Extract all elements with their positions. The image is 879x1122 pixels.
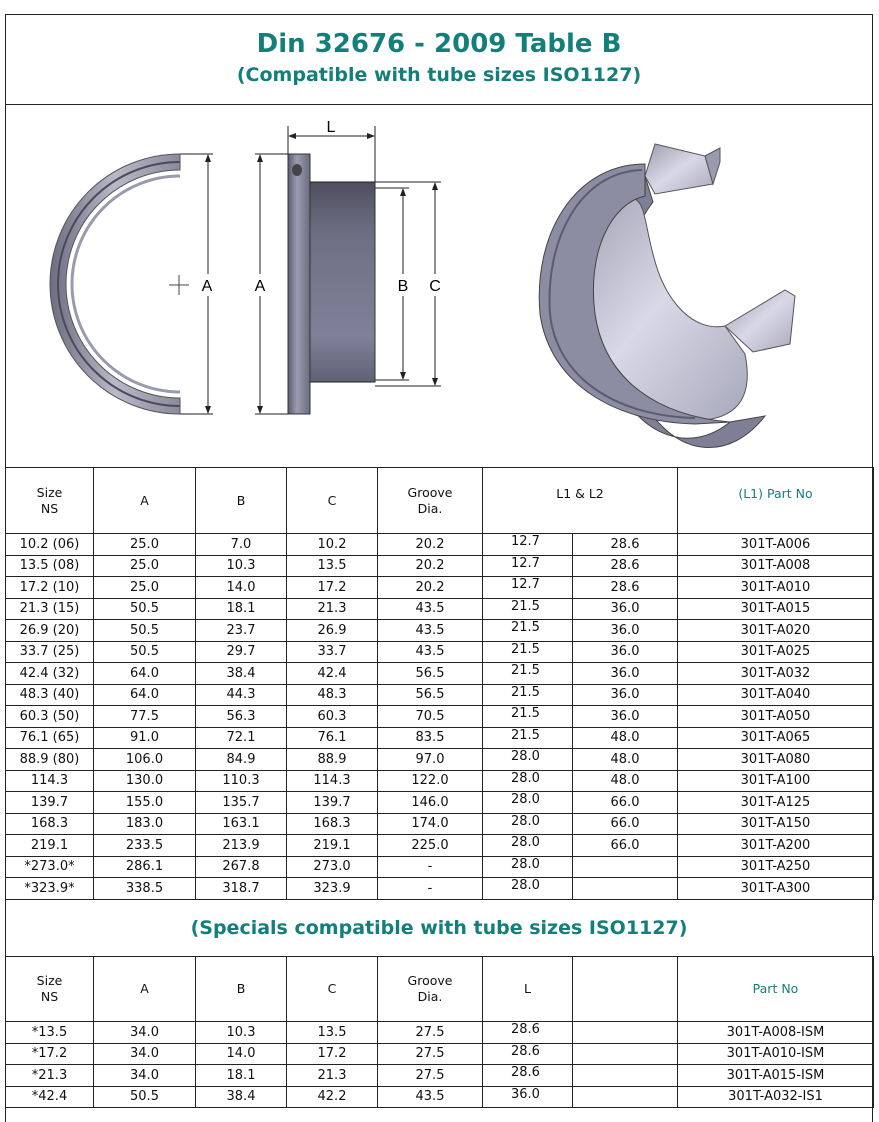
cell-a: 34.0 <box>94 1065 196 1087</box>
cell-size: *13.5 <box>6 1022 94 1044</box>
cell-l2: 36.0 <box>573 706 678 728</box>
cell-part-no: 301T-A010-ISM <box>678 1043 874 1065</box>
cell-c: 17.2 <box>287 577 378 599</box>
cell-a: 50.5 <box>94 620 196 642</box>
dimensions-table <box>5 467 874 900</box>
cell-part-no: 301T-A150 <box>678 813 874 835</box>
cell-groove: 56.5 <box>378 663 483 685</box>
cell-b: 72.1 <box>196 727 287 749</box>
cell-size: 17.2 (10) <box>6 577 94 599</box>
table-header-row <box>6 957 874 1022</box>
cell-l2: 28.6 <box>573 577 678 599</box>
table-row <box>6 1086 874 1108</box>
cell-size: 21.3 (15) <box>6 598 94 620</box>
cell-l2: 66.0 <box>573 792 678 814</box>
page-subtitle: (Compatible with tube sizes ISO1127) <box>236 64 642 86</box>
cell-l2 <box>573 1043 678 1065</box>
cell-l1: 12.7 <box>483 534 573 556</box>
cell-a: 50.5 <box>94 1086 196 1108</box>
cell-size: 76.1 (65) <box>6 727 94 749</box>
cell-groove: 225.0 <box>378 835 483 857</box>
cell-b: 23.7 <box>196 620 287 642</box>
cell-a: 50.5 <box>94 598 196 620</box>
header-size: Size NS <box>6 957 94 1022</box>
cell-c: 273.0 <box>287 856 378 878</box>
cell-c: 33.7 <box>287 641 378 663</box>
cell-c: 114.3 <box>287 770 378 792</box>
cell-l2: 66.0 <box>573 813 678 835</box>
dim-label-b: B <box>397 278 409 295</box>
cell-part-no: 301T-A040 <box>678 684 874 706</box>
dim-label-a-front: A <box>201 278 213 295</box>
dim-label-c: C <box>429 278 441 295</box>
cell-l1: 28.6 <box>483 1022 573 1044</box>
cell-a: 155.0 <box>94 792 196 814</box>
cell-part-no: 301T-A300 <box>678 878 874 900</box>
cell-l1: 36.0 <box>483 1086 573 1108</box>
cell-part-no: 301T-A008 <box>678 555 874 577</box>
cell-size: 60.3 (50) <box>6 706 94 728</box>
cell-part-no: 301T-A015-ISM <box>678 1065 874 1087</box>
cell-l2: 36.0 <box>573 598 678 620</box>
cell-size: 10.2 (06) <box>6 534 94 556</box>
cell-l2 <box>573 1086 678 1108</box>
cell-l2: 36.0 <box>573 663 678 685</box>
cell-b: 84.9 <box>196 749 287 771</box>
cell-l1: 28.0 <box>483 792 573 814</box>
header-b: B <box>196 468 287 534</box>
cell-size: 33.7 (25) <box>6 641 94 663</box>
cell-size: 42.4 (32) <box>6 663 94 685</box>
cell-a: 286.1 <box>94 856 196 878</box>
cell-c: 10.2 <box>287 534 378 556</box>
cell-l2: 48.0 <box>573 770 678 792</box>
cell-b: 10.3 <box>196 1022 287 1044</box>
cell-a: 64.0 <box>94 663 196 685</box>
cell-l1: 28.0 <box>483 749 573 771</box>
cell-groove: 43.5 <box>378 598 483 620</box>
table-row <box>6 878 874 900</box>
dim-label-a-side: A <box>254 278 266 295</box>
cell-c: 219.1 <box>287 835 378 857</box>
cell-c: 13.5 <box>287 1022 378 1044</box>
cell-size: *42.4 <box>6 1086 94 1108</box>
table-row <box>6 1043 874 1065</box>
cell-c: 139.7 <box>287 792 378 814</box>
cell-size: 114.3 <box>6 770 94 792</box>
table-row <box>6 792 874 814</box>
cell-a: 77.5 <box>94 706 196 728</box>
cell-b: 56.3 <box>196 706 287 728</box>
page-title: Din 32676 - 2009 Table B <box>256 29 622 59</box>
header-part-no: Part No <box>678 957 874 1022</box>
cell-c: 17.2 <box>287 1043 378 1065</box>
cell-a: 91.0 <box>94 727 196 749</box>
cell-b: 14.0 <box>196 577 287 599</box>
cell-groove: 83.5 <box>378 727 483 749</box>
cell-c: 42.2 <box>287 1086 378 1108</box>
table-row <box>6 555 874 577</box>
specials-title: (Specials compatible with tube sizes ISO1127) <box>190 917 688 939</box>
cell-size: 88.9 (80) <box>6 749 94 771</box>
cell-c: 21.3 <box>287 598 378 620</box>
header-b: B <box>196 957 287 1022</box>
dim-label-l: L <box>326 119 336 136</box>
cell-groove: 20.2 <box>378 555 483 577</box>
table-header-row <box>6 468 874 534</box>
cell-part-no: 301T-A050 <box>678 706 874 728</box>
cell-groove: 43.5 <box>378 1086 483 1108</box>
cell-groove: 122.0 <box>378 770 483 792</box>
cell-groove: 27.5 <box>378 1022 483 1044</box>
header-a: A <box>94 468 196 534</box>
table-row <box>6 598 874 620</box>
title-box <box>5 14 873 105</box>
cell-part-no: 301T-A032 <box>678 663 874 685</box>
table-row <box>6 641 874 663</box>
cell-l2 <box>573 1022 678 1044</box>
cell-l1: 12.7 <box>483 577 573 599</box>
specials-table <box>5 956 874 1108</box>
table-row <box>6 663 874 685</box>
cell-a: 183.0 <box>94 813 196 835</box>
cell-b: 38.4 <box>196 663 287 685</box>
cell-b: 213.9 <box>196 835 287 857</box>
cell-a: 34.0 <box>94 1022 196 1044</box>
cell-l2 <box>573 1065 678 1087</box>
header-groove: Groove Dia. <box>378 957 483 1022</box>
table-row <box>6 813 874 835</box>
cell-l2: 28.6 <box>573 555 678 577</box>
cell-l1: 21.5 <box>483 663 573 685</box>
cell-groove: 70.5 <box>378 706 483 728</box>
cell-size: *21.3 <box>6 1065 94 1087</box>
specials-heading-box <box>5 899 873 957</box>
header-size: Size NS <box>6 468 94 534</box>
cell-l2 <box>573 878 678 900</box>
cell-size: 13.5 (08) <box>6 555 94 577</box>
table-row <box>6 684 874 706</box>
cell-a: 106.0 <box>94 749 196 771</box>
cell-groove: 27.5 <box>378 1043 483 1065</box>
front-view <box>50 154 218 414</box>
cell-size: *273.0* <box>6 856 94 878</box>
cell-part-no: 301T-A020 <box>678 620 874 642</box>
cell-part-no: 301T-A006 <box>678 534 874 556</box>
ferrule-drawing <box>5 104 873 468</box>
cell-l2: 48.0 <box>573 749 678 771</box>
cell-size: *323.9* <box>6 878 94 900</box>
cell-l1: 21.5 <box>483 620 573 642</box>
cell-a: 50.5 <box>94 641 196 663</box>
cell-part-no: 301T-A200 <box>678 835 874 857</box>
cell-l1: 21.5 <box>483 727 573 749</box>
table-row <box>6 727 874 749</box>
cell-part-no: 301T-A010 <box>678 577 874 599</box>
cell-size: 219.1 <box>6 835 94 857</box>
header-a: A <box>94 957 196 1022</box>
header-blank <box>573 957 678 1022</box>
cell-l2: 36.0 <box>573 684 678 706</box>
cell-l2: 28.6 <box>573 534 678 556</box>
cell-c: 168.3 <box>287 813 378 835</box>
cell-groove: 20.2 <box>378 534 483 556</box>
cell-l1: 28.0 <box>483 856 573 878</box>
table-row <box>6 835 874 857</box>
cell-l1: 28.0 <box>483 835 573 857</box>
cell-c: 26.9 <box>287 620 378 642</box>
cell-a: 25.0 <box>94 555 196 577</box>
cell-l1: 28.6 <box>483 1065 573 1087</box>
cell-l1: 28.0 <box>483 878 573 900</box>
header-part-no: (L1) Part No <box>678 468 874 534</box>
cell-part-no: 301T-A015 <box>678 598 874 620</box>
cell-b: 18.1 <box>196 598 287 620</box>
cell-c: 48.3 <box>287 684 378 706</box>
cell-l1: 21.5 <box>483 684 573 706</box>
cell-part-no: 301T-A065 <box>678 727 874 749</box>
cell-size: 168.3 <box>6 813 94 835</box>
cell-part-no: 301T-A080 <box>678 749 874 771</box>
cell-groove: 56.5 <box>378 684 483 706</box>
table-row <box>6 1065 874 1087</box>
cell-b: 267.8 <box>196 856 287 878</box>
header-groove: Groove Dia. <box>378 468 483 534</box>
header-c: C <box>287 957 378 1022</box>
cell-size: 139.7 <box>6 792 94 814</box>
cell-part-no: 301T-A250 <box>678 856 874 878</box>
cell-b: 29.7 <box>196 641 287 663</box>
cell-l1: 28.0 <box>483 813 573 835</box>
cell-b: 318.7 <box>196 878 287 900</box>
cell-a: 64.0 <box>94 684 196 706</box>
cell-b: 7.0 <box>196 534 287 556</box>
cell-b: 10.3 <box>196 555 287 577</box>
cell-groove: 97.0 <box>378 749 483 771</box>
cell-groove: 27.5 <box>378 1065 483 1087</box>
cell-b: 163.1 <box>196 813 287 835</box>
isometric-view <box>539 144 795 448</box>
header-l: L <box>483 957 573 1022</box>
cell-l1: 28.0 <box>483 770 573 792</box>
table-row <box>6 770 874 792</box>
table-row <box>6 534 874 556</box>
cell-groove: - <box>378 856 483 878</box>
cell-part-no: 301T-A008-ISM <box>678 1022 874 1044</box>
cell-c: 323.9 <box>287 878 378 900</box>
cell-l1: 21.5 <box>483 598 573 620</box>
cell-a: 25.0 <box>94 534 196 556</box>
cell-b: 18.1 <box>196 1065 287 1087</box>
header-c: C <box>287 468 378 534</box>
table-row <box>6 856 874 878</box>
cell-a: 130.0 <box>94 770 196 792</box>
cell-l1: 28.6 <box>483 1043 573 1065</box>
table-row <box>6 749 874 771</box>
cell-groove: 174.0 <box>378 813 483 835</box>
cell-size: 48.3 (40) <box>6 684 94 706</box>
cell-c: 88.9 <box>287 749 378 771</box>
side-view <box>250 119 445 414</box>
table-row <box>6 706 874 728</box>
cell-l1: 21.5 <box>483 641 573 663</box>
cell-b: 110.3 <box>196 770 287 792</box>
cell-b: 44.3 <box>196 684 287 706</box>
cell-b: 14.0 <box>196 1043 287 1065</box>
cell-groove: 43.5 <box>378 641 483 663</box>
table-row <box>6 577 874 599</box>
cell-part-no: 301T-A032-IS1 <box>678 1086 874 1108</box>
cell-a: 34.0 <box>94 1043 196 1065</box>
cell-part-no: 301T-A125 <box>678 792 874 814</box>
cell-c: 13.5 <box>287 555 378 577</box>
cell-c: 21.3 <box>287 1065 378 1087</box>
cell-groove: 43.5 <box>378 620 483 642</box>
cell-c: 76.1 <box>287 727 378 749</box>
cell-b: 38.4 <box>196 1086 287 1108</box>
cell-part-no: 301T-A100 <box>678 770 874 792</box>
cell-a: 233.5 <box>94 835 196 857</box>
cell-size: *17.2 <box>6 1043 94 1065</box>
cell-l2 <box>573 856 678 878</box>
cell-l1: 12.7 <box>483 555 573 577</box>
cell-groove: 146.0 <box>378 792 483 814</box>
cell-b: 135.7 <box>196 792 287 814</box>
cell-a: 338.5 <box>94 878 196 900</box>
cell-size: 26.9 (20) <box>6 620 94 642</box>
cell-groove: 20.2 <box>378 577 483 599</box>
cell-c: 42.4 <box>287 663 378 685</box>
cell-a: 25.0 <box>94 577 196 599</box>
table-row <box>6 1022 874 1044</box>
cell-l2: 36.0 <box>573 641 678 663</box>
cell-c: 60.3 <box>287 706 378 728</box>
cell-l1: 21.5 <box>483 706 573 728</box>
cell-l2: 48.0 <box>573 727 678 749</box>
table-row <box>6 620 874 642</box>
cell-l2: 66.0 <box>573 835 678 857</box>
cell-part-no: 301T-A025 <box>678 641 874 663</box>
cell-groove: - <box>378 878 483 900</box>
header-l1-l2: L1 & L2 <box>483 468 678 534</box>
cell-l2: 36.0 <box>573 620 678 642</box>
